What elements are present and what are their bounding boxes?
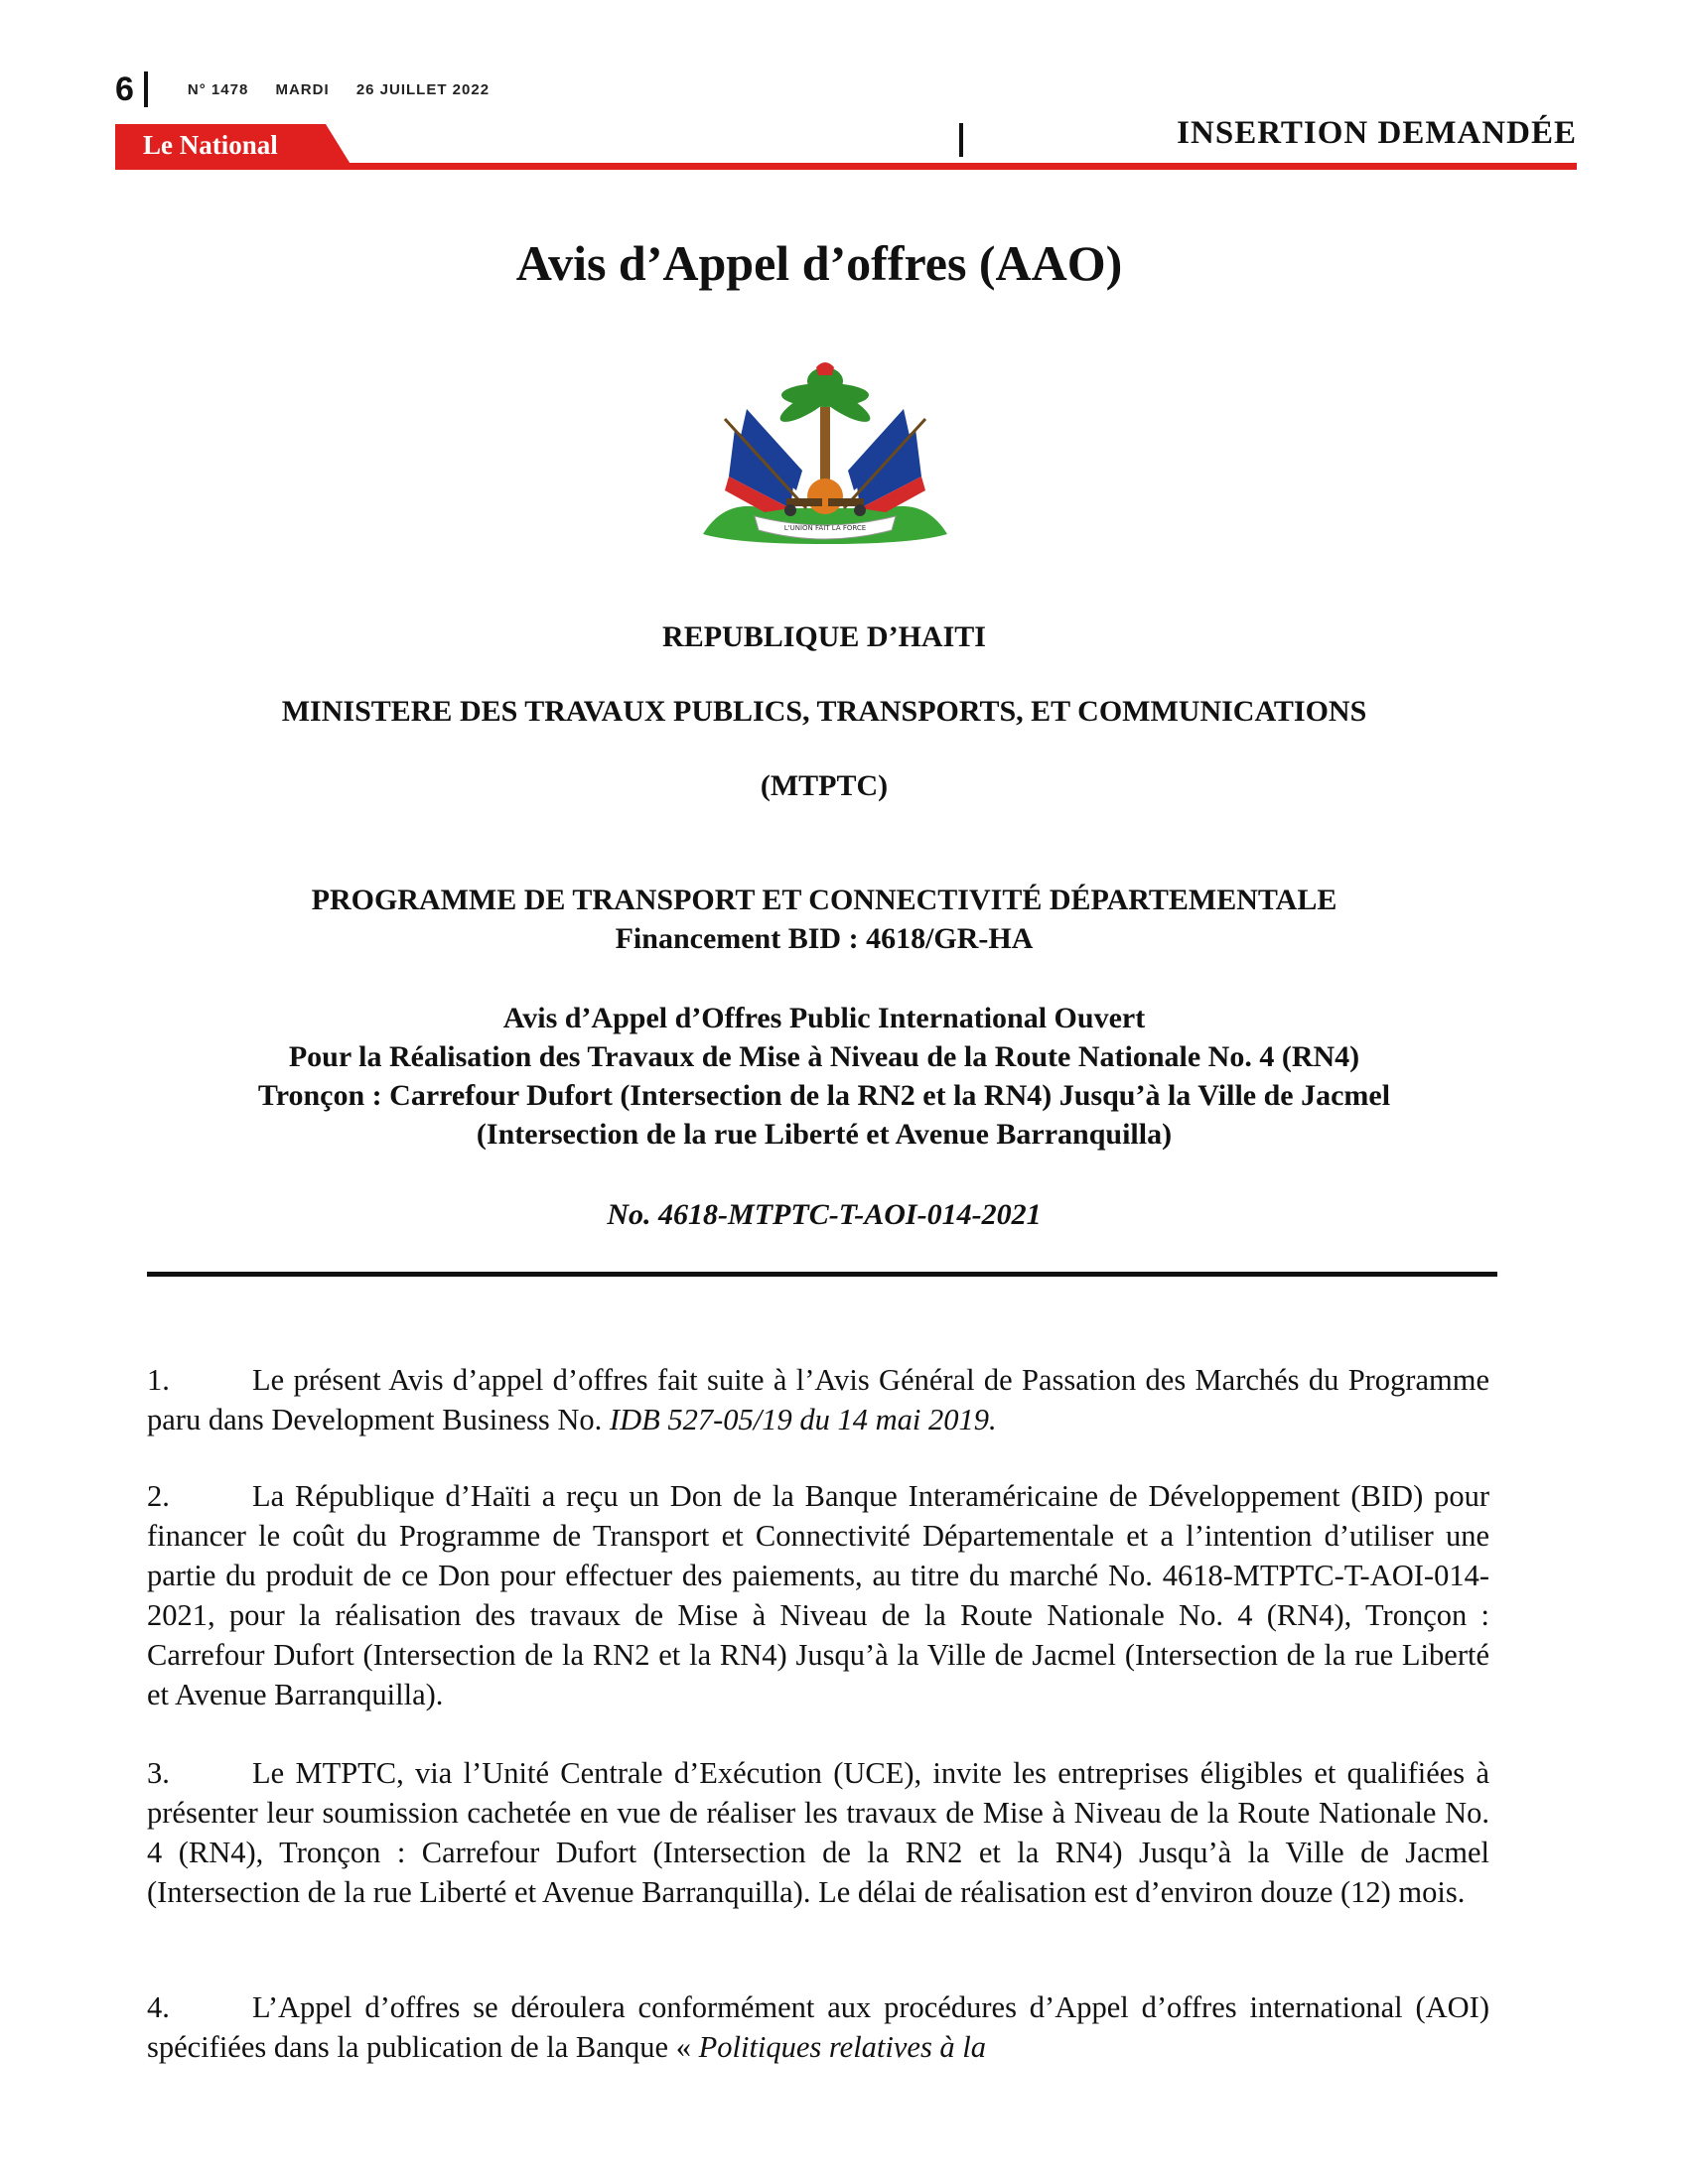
- paragraph-text: L’Appel d’offres se déroulera conformément aux procédures d’Appel d’offres international (AOI) spécifiées dans la publication de la Banque «: [147, 1990, 1489, 2064]
- page-header: [115, 69, 511, 109]
- financing-line: Financement BID : 4618/GR-HA: [615, 922, 1034, 955]
- header-divider: [144, 71, 148, 107]
- document-title: Avis d’Appel d’offres (AAO): [515, 235, 1123, 291]
- subject-block: [149, 999, 1499, 1154]
- section-rule: [147, 1272, 1497, 1277]
- header-separator: [959, 123, 963, 157]
- paragraph-3: [147, 1753, 1489, 1912]
- page-number: 6: [115, 69, 134, 108]
- subject-line: Tronçon : Carrefour Dufort (Intersection de la RN2 et la RN4) Jusqu’à la Ville de Jacmel: [257, 1079, 1391, 1112]
- tender-reference: No. 4618-MTPTC-T-AOI-014-2021: [607, 1198, 1042, 1231]
- paragraph-2: [147, 1476, 1489, 1714]
- paragraph-number: 1.: [147, 1363, 170, 1397]
- paragraph-text: Le MTPTC, via l’Unité Centrale d’Exécution (UCE), invite les entreprises éligibles et qualifiées à présenter leur soumission cachetée en vue de réaliser les travaux de Mise à Niveau de la Route Nationale No. 4 (RN4), Tronçon : Carrefour Dufort (Intersection de la RN2 et la RN4) Jusqu’à la Ville de Jacmel (Intersection de la rue Liberté et Avenue Barranquilla). Le délai de réalisation est d’environ douze (12) mois.: [147, 1756, 1489, 1909]
- paragraph-number: 3.: [147, 1756, 170, 1790]
- issue-info: [188, 81, 511, 98]
- issue-date: 26 JUILLET 2022: [355, 80, 491, 98]
- paragraph-1: [147, 1360, 1489, 1439]
- paragraph-text: Le présent Avis d’appel d’offres fait suite à l’Avis Général de Passation des Marchés du Programme paru dans Development Business No.: [147, 1363, 1489, 1436]
- program-block: [149, 881, 1499, 958]
- paragraph-4: [147, 1987, 1489, 2067]
- newspaper-name: Le National: [143, 130, 278, 160]
- republic-heading: REPUBLIQUE D’HAITI: [662, 620, 986, 653]
- paragraph-number: 4.: [147, 1990, 170, 2024]
- ministry-heading: MINISTERE DES TRAVAUX PUBLICS, TRANSPORTS, ET COMMUNICATIONS: [281, 695, 1367, 728]
- section-label: INSERTION DEMANDÉE: [1177, 115, 1577, 151]
- paragraph-number: 2.: [147, 1479, 170, 1513]
- newspaper-brand-tab: [115, 124, 353, 166]
- paragraph-italic: IDB 527-05/19 du 14 mai 2019.: [609, 1403, 997, 1436]
- coat-of-arms-icon: [695, 359, 955, 548]
- paragraph-italic: Politiques relatives à la: [698, 2030, 987, 2064]
- program-name: PROGRAMME DE TRANSPORT ET CONNECTIVITÉ DÉPARTEMENTALE: [311, 884, 1337, 916]
- issue-day: MARDI: [275, 80, 330, 98]
- ministry-acronym: (MTPTC): [760, 769, 889, 802]
- subject-line: Avis d’Appel d’Offres Public International Ouvert: [502, 1002, 1146, 1034]
- subject-line: (Intersection de la rue Liberté et Avenue Barranquilla): [476, 1118, 1173, 1151]
- header-red-rule: [115, 163, 1577, 170]
- issue-number: N° 1478: [187, 80, 249, 98]
- subject-line: Pour la Réalisation des Travaux de Mise à Niveau de la Route Nationale No. 4 (RN4): [288, 1040, 1360, 1073]
- emblem-motto: L'UNION FAIT LA FORCE: [783, 524, 867, 532]
- paragraph-text: La République d’Haïti a reçu un Don de la Banque Interaméricaine de Développement (BID) pour financer le coût du Programme de Transport et Connectivité Départementale et a l’intention d’utiliser une partie du produit de ce Don pour effectuer des paiements, au titre du marché No. 4618-MTPTC-T-AOI-014-2021, pour la réalisation des travaux de Mise à Niveau de la Route Nationale No. 4 (RN4), Tronçon : Carrefour Dufort (Intersection de la RN2 et la RN4) Jusqu’à la Ville de Jacmel (Intersection de la rue Liberté et Avenue Barranquilla).: [147, 1479, 1489, 1711]
